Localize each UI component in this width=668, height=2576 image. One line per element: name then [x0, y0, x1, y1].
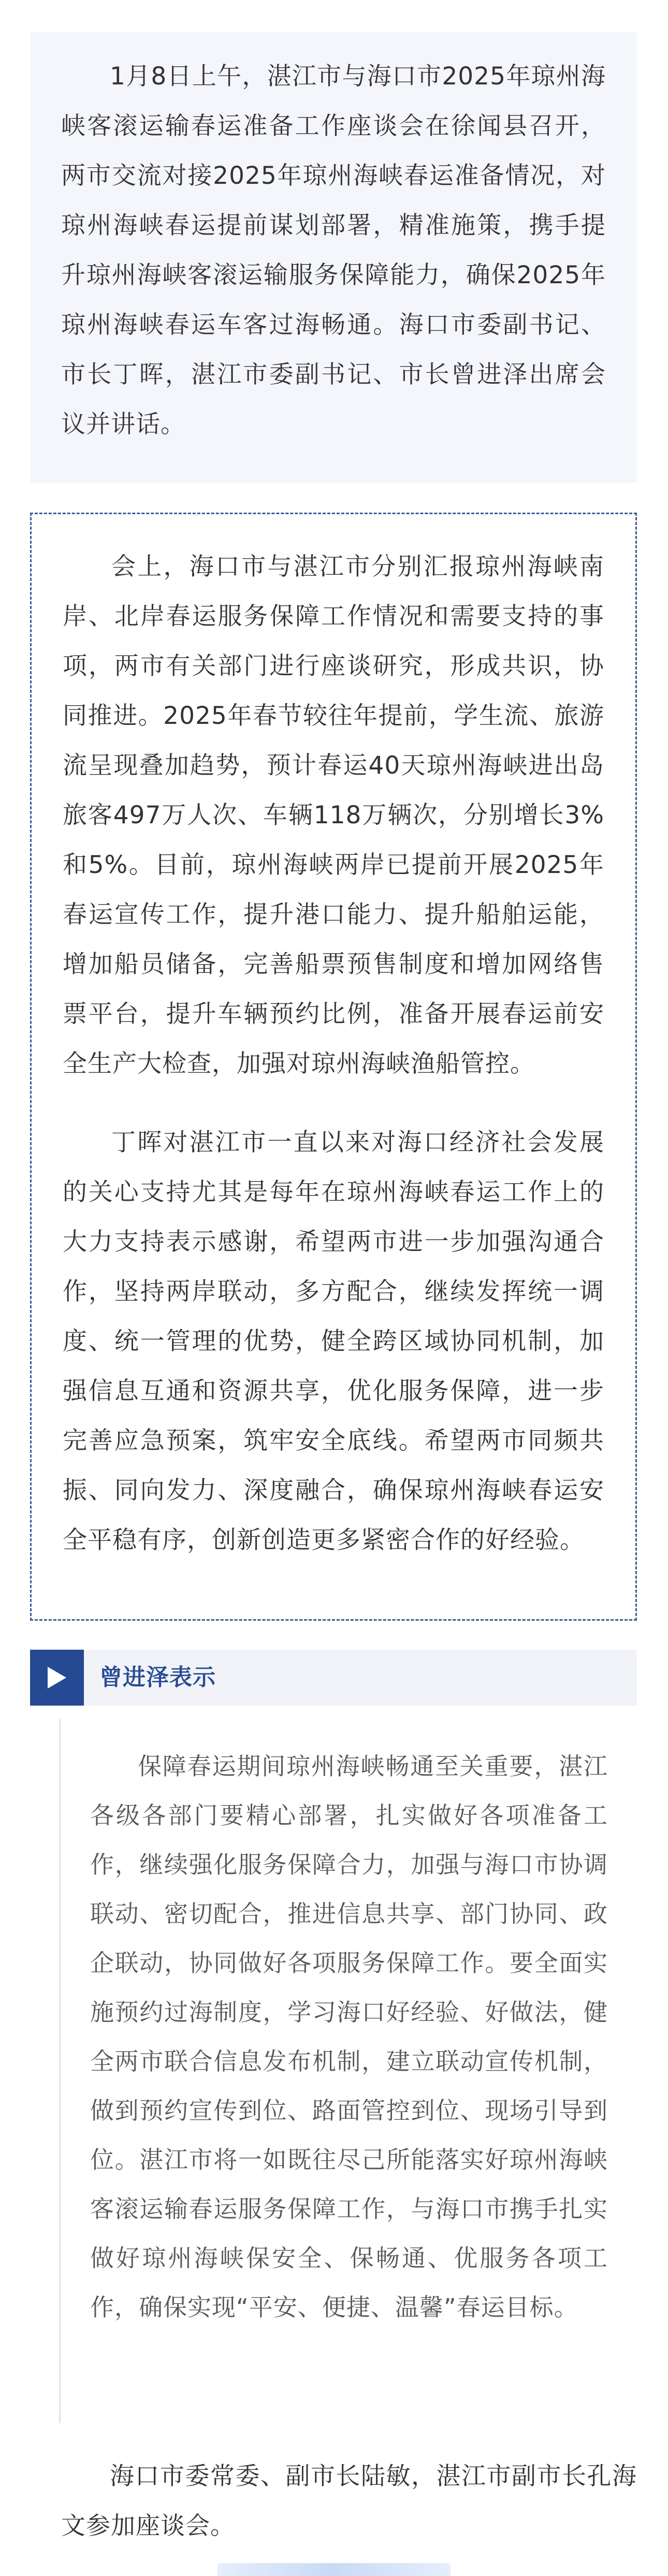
- closing-paragraph: 海口市委常委、副市长陆敏，湛江市副市长孔海文参加座谈会。: [61, 2462, 637, 2540]
- meeting-paragraph: 会上，海口市与湛江市分别汇报琼州海峡南岸、北岸春运服务保障工作情况和需要支持的事项，两市有关部门进行座谈研究，形成共识，协同推进。2025年春节较往年提前，学生流、旅游流呈现叠加趋势，预计春运40天琼州海峡进出岛旅客497万人次、车辆118万辆次，分别增长3%和5%。目前，琼州海峡两岸已提前开展2025年春运宣传工作，提升港口能力、提升船舶运能，增加船员储备，完善船票预售制度和增加网络售票平台，提升车辆预约比例，准备开展春运前安全生产大检查，加强对琼州海峡渔船管控。: [63, 552, 604, 1078]
- intro-box: [30, 32, 637, 483]
- quote-paragraph: 保障春运期间琼州海峡畅通至关重要，湛江各级各部门要精心部署，扎实做好各项准备工作，继续强化服务保障合力，加强与海口市协调联动、密切配合，推进信息共享、部门协同、政企联动，协同做好各项服务保障工作。要全面实施预约过海制度，学习海口好经验、好做法，健全两市联合信息发布机制，建立联动宣传机制，做到预约宣传到位、路面管控到位、现场引导到位。湛江市将一如既往尽己所能落实好琼州海峡客滚运输春运服务保障工作，与海口市携手扎实做好琼州海峡保安全、保畅通、优服务各项工作，确保实现“平安、便捷、温馨”春运目标。: [90, 1752, 608, 2321]
- quote-box: [30, 1719, 637, 2423]
- bottom-decoration: [217, 2563, 451, 2576]
- section-title: 曾进泽表示: [99, 1664, 216, 1691]
- section-marker: [30, 1650, 84, 1706]
- play-icon: [48, 1667, 66, 1689]
- intro-paragraph: 1月8日上午，湛江市与海口市2025年琼州海峡客滚运输春运准备工作座谈会在徐闻县召开，两市交流对接2025年琼州海峡春运准备情况，对琼州海峡春运提前谋划部署，精准施策，携手提升琼州海峡客滚运输服务保障能力，确保2025年琼州海峡春运车客过海畅通。海口市委副书记、市长丁晖，湛江市委副书记、市长曾进泽出席会议并讲话。: [61, 62, 606, 439]
- quote-divider: [59, 1719, 61, 2423]
- section-header: [30, 1650, 637, 1706]
- ding-hui-paragraph: 丁晖对湛江市一直以来对海口经济社会发展的关心支持尤其是每年在琼州海峡春运工作上的大力支持表示感谢，希望两市进一步加强沟通合作，坚持两岸联动，多方配合，继续发挥统一调度、统一管理的优势，健全跨区域协同机制，加强信息互通和资源共享，优化服务保障，进一步完善应急预案，筑牢安全底线。希望两市同频共振、同向发力、深度融合，确保琼州海峡春运安全平稳有序，创新创造更多紧密合作的好经验。: [63, 1128, 604, 1554]
- main-content-box: [30, 513, 637, 1621]
